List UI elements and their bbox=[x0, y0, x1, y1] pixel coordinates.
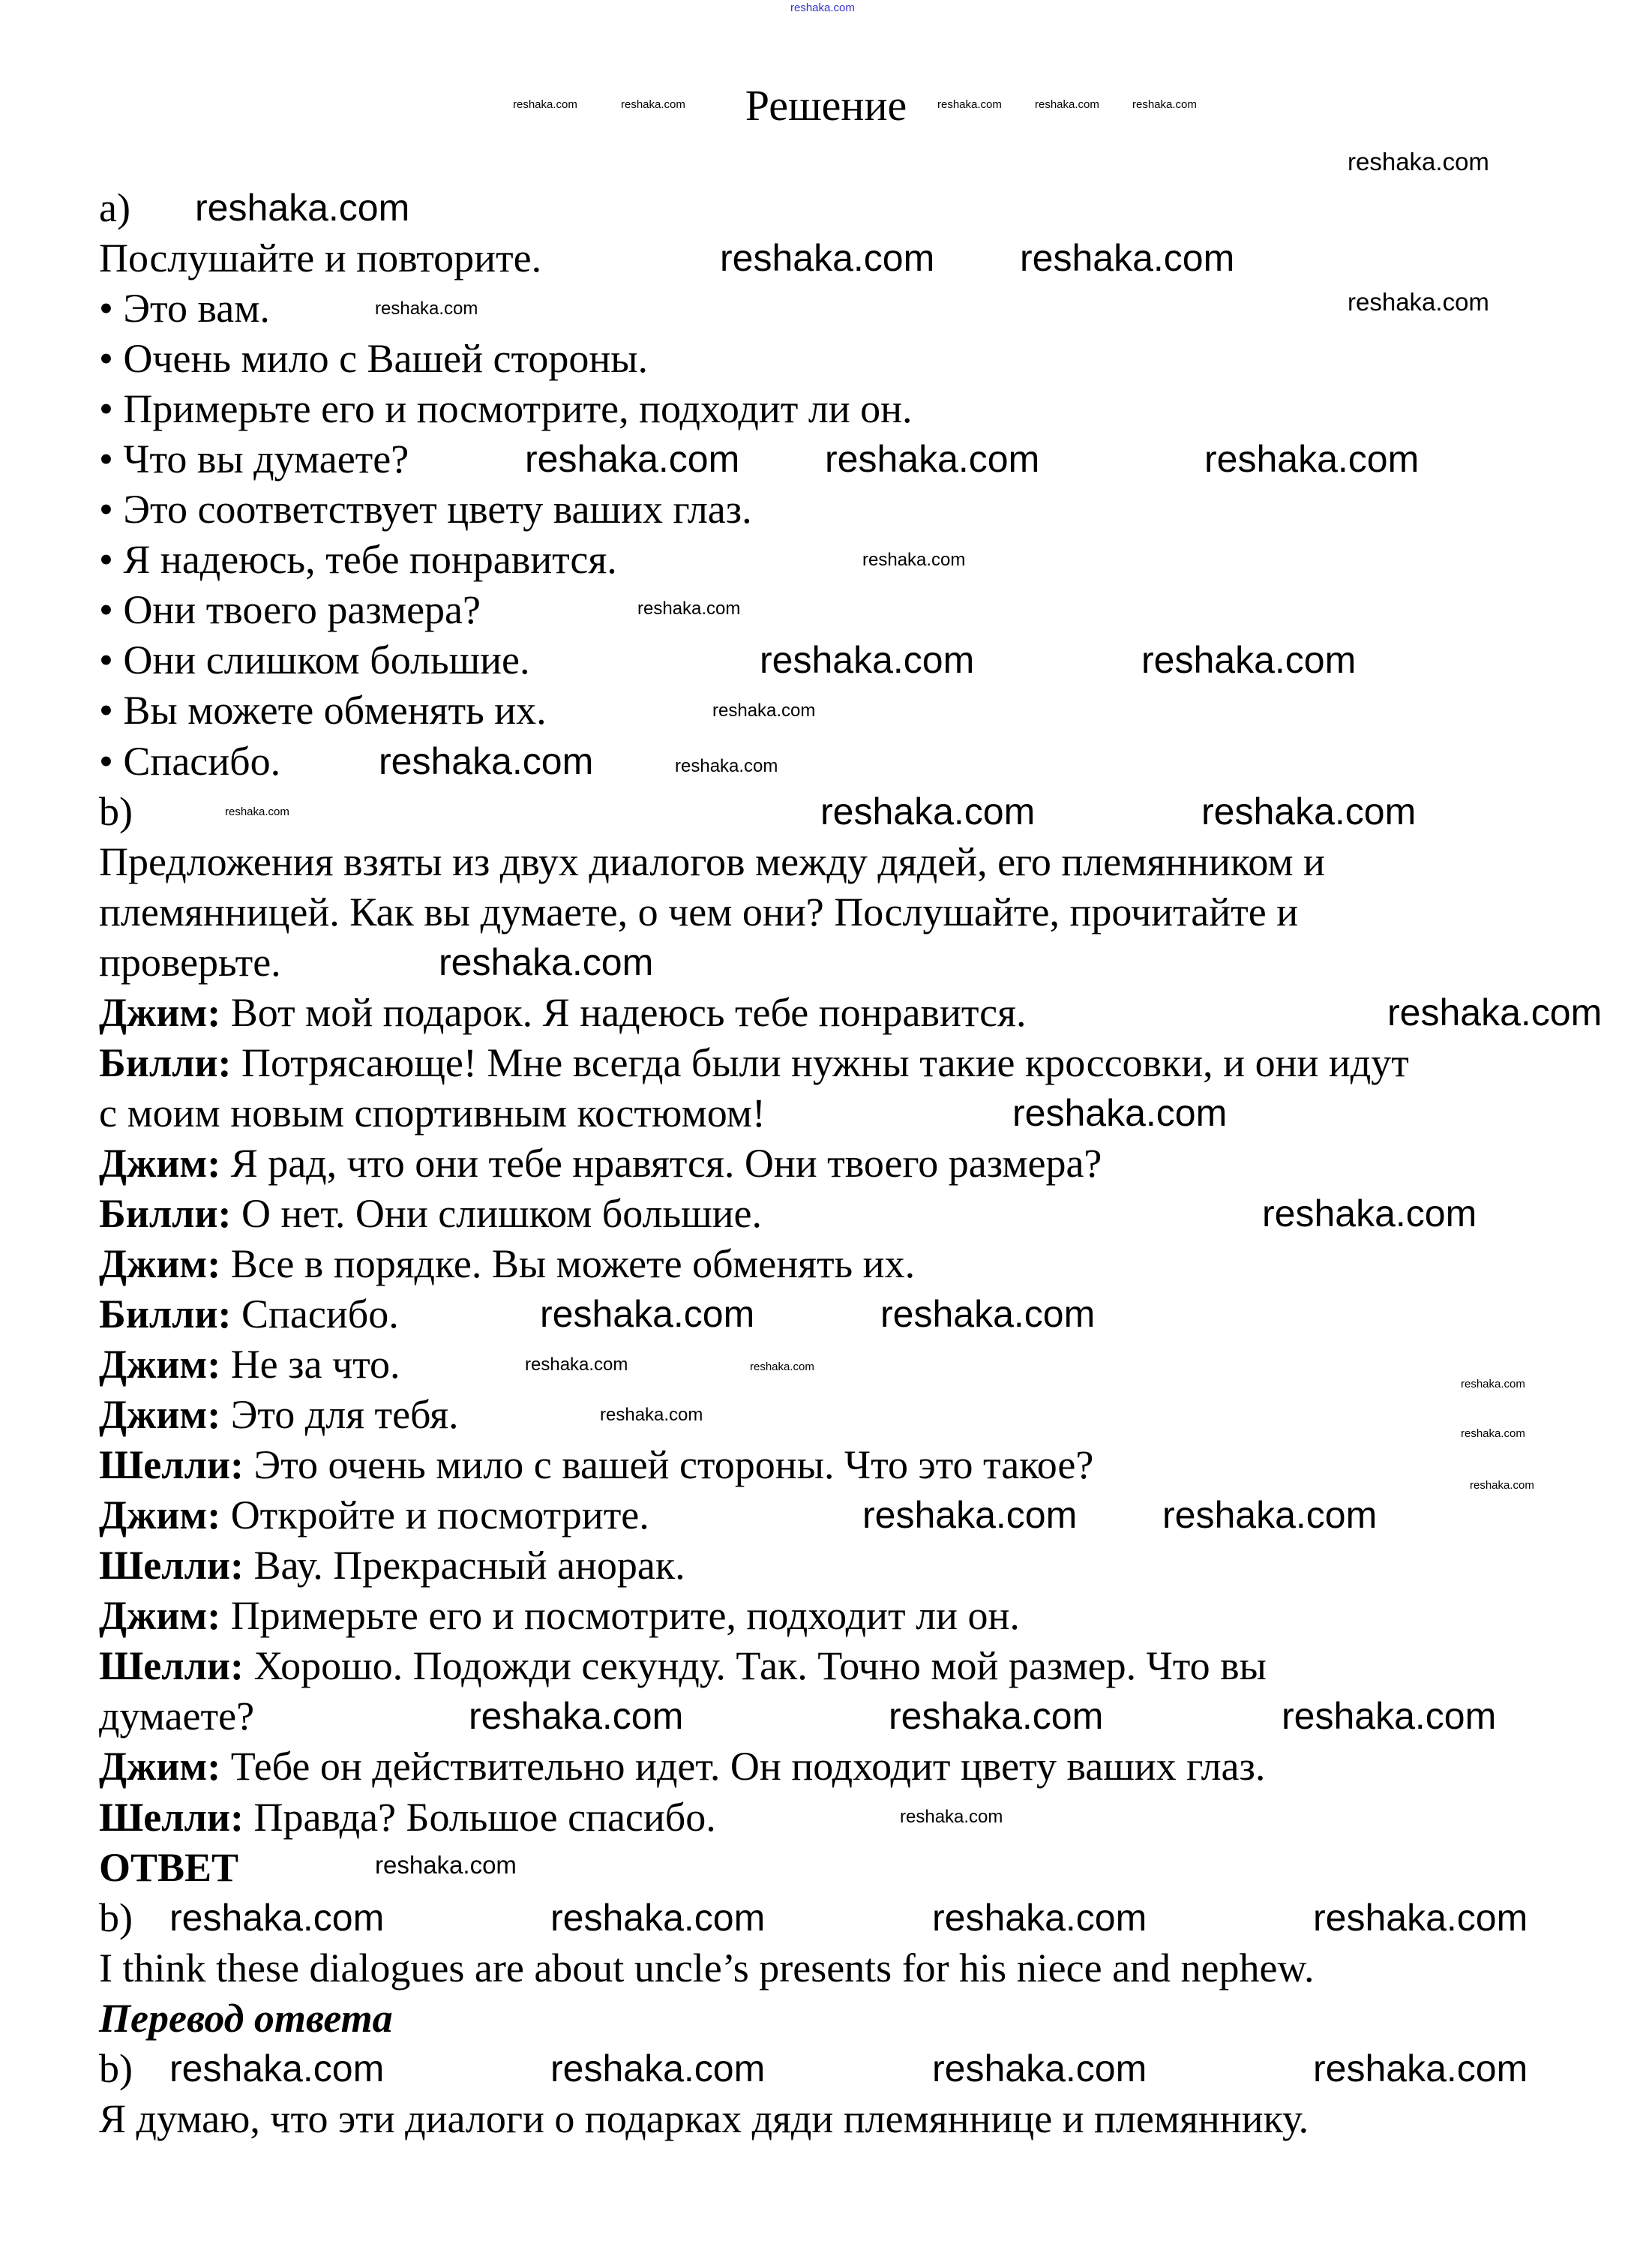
watermark: reshaka.com bbox=[550, 2048, 766, 2090]
dialogue-text: Вот мой подарок. Я надеюсь тебе понравится. bbox=[220, 989, 1027, 1035]
watermark: reshaka.com bbox=[937, 98, 1002, 111]
watermark: reshaka.com bbox=[760, 639, 975, 681]
watermark: reshaka.com bbox=[900, 1807, 1003, 1827]
watermark: reshaka.com bbox=[1387, 992, 1603, 1034]
dialogue-line bbox=[99, 988, 1409, 1038]
watermark: reshaka.com bbox=[862, 550, 966, 570]
speaker-name: Джим: bbox=[99, 1140, 221, 1186]
watermark: reshaka.com bbox=[712, 700, 816, 721]
watermark: reshaka.com bbox=[880, 1293, 1096, 1335]
dialogue-text: с моим новым спортивным костюмом! bbox=[99, 1090, 766, 1136]
dialogue-text: Потрясающе! Мне всегда были нужны такие кроссовки, и они идут bbox=[231, 1040, 1409, 1085]
watermark: reshaka.com bbox=[1470, 1479, 1534, 1492]
speaker-name: Джим: bbox=[99, 989, 221, 1035]
watermark: reshaka.com bbox=[1348, 148, 1489, 176]
dialogue-text: Это очень мило с вашей стороны. Что это такое? bbox=[243, 1442, 1094, 1488]
watermark: reshaka.com bbox=[1020, 237, 1235, 279]
dialogue-line bbox=[99, 1239, 1409, 1289]
watermark: reshaka.com bbox=[439, 941, 654, 983]
dialogue-text: Хорошо. Подожди секунду. Так. Точно мой размер. Что вы bbox=[243, 1643, 1267, 1689]
watermark: reshaka.com bbox=[1201, 790, 1417, 832]
list-item: • Примерьте его и посмотрите, подходит ли он. bbox=[99, 386, 913, 432]
list-item: • Они твоего размера? bbox=[99, 587, 481, 633]
dialogue-text: Правда? Большое спасибо. bbox=[243, 1794, 716, 1840]
watermark: reshaka.com bbox=[225, 806, 289, 818]
watermark: reshaka.com bbox=[513, 98, 577, 111]
watermark: reshaka.com bbox=[169, 1897, 385, 1939]
watermark: reshaka.com bbox=[1132, 98, 1197, 111]
watermark: reshaka.com bbox=[525, 1354, 628, 1375]
section-b-instruction: проверьте. bbox=[99, 939, 281, 985]
section-a-label: a) bbox=[99, 185, 130, 230]
dialogue-text: Вау. Прекрасный анорак. bbox=[243, 1543, 685, 1588]
watermark: reshaka.com bbox=[600, 1405, 703, 1425]
watermark: reshaka.com bbox=[862, 1494, 1078, 1536]
list-item: • Они слишком большие. bbox=[99, 638, 530, 683]
list-item: • Спасибо. bbox=[99, 738, 281, 784]
dialogue-line bbox=[99, 1641, 1409, 1691]
dialogue-line bbox=[99, 1390, 1409, 1440]
answer-heading: ОТВЕТ bbox=[99, 1844, 239, 1890]
watermark: reshaka.com bbox=[1313, 1897, 1528, 1939]
dialogue-line bbox=[99, 1138, 1409, 1189]
speaker-name: Джим: bbox=[99, 1240, 221, 1286]
watermark: reshaka.com bbox=[1282, 1695, 1497, 1737]
top-site-link[interactable]: reshaka.com bbox=[790, 2, 855, 14]
dialogue-text: Откройте и посмотрите. bbox=[220, 1492, 649, 1538]
dialogue-text: Все в порядке. Вы можете обменять их. bbox=[220, 1240, 916, 1286]
dialogue-text: Не за что. bbox=[220, 1342, 400, 1388]
watermark: reshaka.com bbox=[525, 438, 740, 480]
speaker-name: Джим: bbox=[99, 1744, 221, 1790]
watermark: reshaka.com bbox=[750, 1360, 814, 1373]
translation-text: Я думаю, что эти диалоги о подарках дяди племяннице и племяннику. bbox=[99, 2096, 1309, 2141]
dialogue-text: Примерьте его и посмотрите, подходит ли он. bbox=[220, 1593, 1020, 1639]
dialogue-line bbox=[99, 1038, 1409, 1088]
watermark: reshaka.com bbox=[820, 790, 1036, 832]
dialogue-line bbox=[99, 1792, 1409, 1843]
dialogue-text: Я рад, что они тебе нравятся. Они твоего размера? bbox=[220, 1140, 1102, 1186]
watermark: reshaka.com bbox=[1162, 1494, 1378, 1536]
dialogue-text: Это для тебя. bbox=[220, 1392, 459, 1438]
dialogue-text: Спасибо. bbox=[231, 1292, 399, 1337]
section-a-instruction: Послушайте и повторите. bbox=[99, 236, 542, 281]
watermark: reshaka.com bbox=[1461, 1378, 1525, 1390]
watermark: reshaka.com bbox=[540, 1293, 755, 1335]
watermark: reshaka.com bbox=[675, 756, 778, 776]
speaker-name: Джим: bbox=[99, 1342, 221, 1388]
speaker-name: Билли: bbox=[99, 1292, 232, 1337]
answer-text: I think these dialogues are about uncle’s presents for his niece and nephew. bbox=[99, 1945, 1315, 1990]
speaker-name: Шелли: bbox=[99, 1442, 244, 1488]
watermark: reshaka.com bbox=[889, 1695, 1104, 1737]
watermark: reshaka.com bbox=[375, 1851, 517, 1879]
watermark: reshaka.com bbox=[1141, 639, 1357, 681]
speaker-name: Шелли: bbox=[99, 1643, 244, 1689]
speaker-name: Билли: bbox=[99, 1040, 232, 1085]
watermark: reshaka.com bbox=[932, 2048, 1147, 2090]
answer-label: b) bbox=[99, 1894, 133, 1940]
speaker-name: Билли: bbox=[99, 1190, 232, 1236]
watermark: reshaka.com bbox=[637, 598, 741, 619]
translation-heading: Перевод ответа bbox=[99, 1995, 393, 2041]
dialogue-line bbox=[99, 1440, 1409, 1490]
dialogue-line bbox=[99, 1189, 1409, 1239]
dialogue-text: Тебе он действительно идет. Он подходит цвету ваших глаз. bbox=[220, 1744, 1266, 1790]
speaker-name: Шелли: bbox=[99, 1794, 244, 1840]
translation-label: b) bbox=[99, 2045, 133, 2091]
watermark: reshaka.com bbox=[720, 237, 935, 279]
watermark: reshaka.com bbox=[621, 98, 685, 111]
watermark: reshaka.com bbox=[1262, 1192, 1477, 1234]
list-item: • Вы можете обменять их. bbox=[99, 688, 547, 734]
watermark: reshaka.com bbox=[1348, 288, 1489, 316]
speaker-name: Джим: bbox=[99, 1492, 221, 1538]
dialogue-line bbox=[99, 1691, 1409, 1742]
watermark: reshaka.com bbox=[932, 1897, 1147, 1939]
dialogue-line bbox=[99, 1540, 1409, 1591]
watermark: reshaka.com bbox=[1313, 2048, 1528, 2090]
dialogue-line bbox=[99, 1591, 1409, 1641]
list-item: • Это соответствует цвету ваших глаз. bbox=[99, 487, 752, 532]
watermark: reshaka.com bbox=[825, 438, 1040, 480]
section-b-instruction: Предложения взяты из двух диалогов между дядей, его племянником и bbox=[99, 838, 1325, 884]
speaker-name: Джим: bbox=[99, 1392, 221, 1438]
watermark: reshaka.com bbox=[375, 298, 478, 319]
section-b-instruction: племянницей. Как вы думаете, о чем они? Послушайте, прочитайте и bbox=[99, 889, 1299, 934]
page-title: Решение bbox=[745, 81, 907, 130]
speaker-name: Шелли: bbox=[99, 1543, 244, 1588]
watermark: reshaka.com bbox=[1461, 1427, 1525, 1440]
watermark: reshaka.com bbox=[469, 1695, 684, 1737]
list-item: • Это вам. bbox=[99, 286, 270, 332]
section-b-label: b) bbox=[99, 788, 133, 834]
dialogue-text: О нет. Они слишком большие. bbox=[231, 1190, 763, 1236]
dialogue-text: думаете? bbox=[99, 1694, 255, 1739]
list-item: • Очень мило с Вашей стороны. bbox=[99, 336, 649, 382]
watermark: reshaka.com bbox=[550, 1897, 766, 1939]
dialogue-line bbox=[99, 1742, 1409, 1792]
watermark: reshaka.com bbox=[1035, 98, 1099, 111]
watermark: reshaka.com bbox=[195, 187, 410, 229]
list-item: • Я надеюсь, тебе понравится. bbox=[99, 537, 617, 583]
speaker-name: Джим: bbox=[99, 1593, 221, 1639]
watermark: reshaka.com bbox=[169, 2048, 385, 2090]
watermark: reshaka.com bbox=[1012, 1092, 1228, 1134]
list-item: • Что вы думаете? bbox=[99, 436, 409, 482]
watermark: reshaka.com bbox=[1204, 438, 1420, 480]
watermark: reshaka.com bbox=[379, 740, 594, 782]
